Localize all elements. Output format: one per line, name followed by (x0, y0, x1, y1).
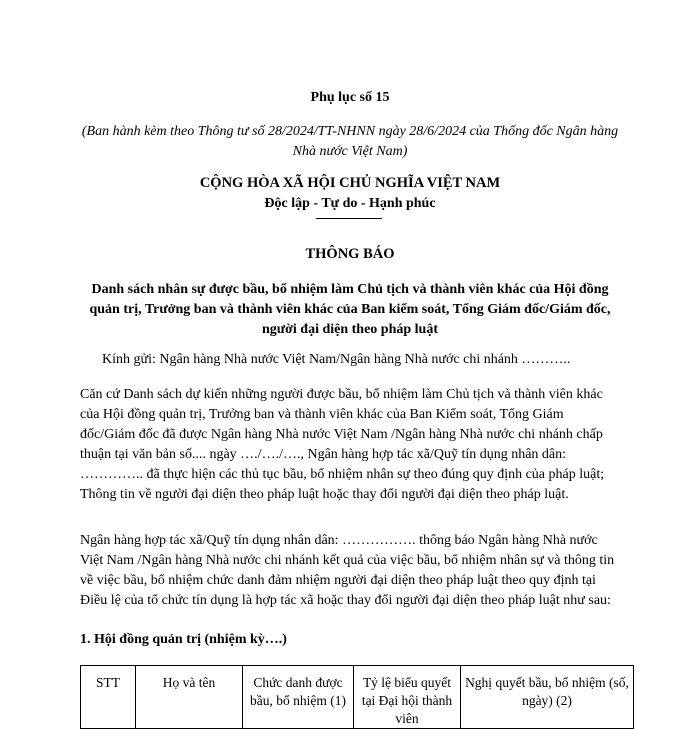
table-header-row (81, 666, 634, 729)
appendix-title: Phụ lục số 15 (310, 90, 390, 105)
section-heading: 1. Hội đồng quản trị (nhiệm kỳ….) (80, 632, 287, 647)
header-divider (316, 218, 382, 219)
table-header-name: Họ và tên (136, 666, 243, 729)
national-motto: Độc lập - Tự do - Hạnh phúc (264, 196, 436, 211)
table-header-stt: STT (81, 666, 136, 729)
notice-subject: Danh sách nhân sự được bầu, bổ nhiệm làm Chủ tịch và thành viên khác của Hội đồng quản trị, Trưởng ban và thành viên khác của Ban kiểm soát, Tổng Giám đốc/Giám đốc, người đại diện theo pháp luật (89, 282, 611, 337)
basis-paragraph: Căn cứ Danh sách dự kiến những người được bầu, bổ nhiệm làm Chủ tịch và thành viên khác của Hội đồng quản trị, Trưởng ban và thành viên khác của Ban Kiểm soát, Tổng Giám đốc/Giám đốc đã được Ngân hàng Nhà nước Việt Nam /Ngân hàng Nhà nước chi nhánh chấp thuận tại văn bản số.... ngày …./…./…., Ngân hàng hợp tác xã/Quỹ tín dụng nhân dân: ………….. đã thực hiện các thủ tục bầu, bổ nhiệm nhân sự theo đúng quy định của pháp luật; Thông tin về người đại diện theo pháp luật hoặc thay đổi người đại diện theo pháp luật. (80, 387, 605, 502)
report-paragraph: Ngân hàng hợp tác xã/Quỹ tín dụng nhân dân: ……………. thông báo Ngân hàng Nhà nước Việt Nam /Ngân hàng Nhà nước chi nhánh kết quả của việc bầu, bổ nhiệm nhân sự và thông tin về việc bầu, bổ nhiệm chức danh đảm nhiệm người đại diện theo pháp luật theo quy định tại Điều lệ của tổ chức tín dụng là hợp tác xã hoặc thay đổi người đại diện theo pháp luật như sau: (80, 533, 615, 608)
board-members-table (80, 665, 634, 729)
table-header-position: Chức danh được bầu, bổ nhiệm (1) (243, 666, 354, 729)
table-header-vote-ratio: Tỷ lệ biểu quyết tại Đại hội thành viên (354, 666, 461, 729)
nation-name: CỘNG HÒA XÃ HỘI CHỦ NGHĨA VIỆT NAM (199, 175, 501, 191)
issuance-note: (Ban hành kèm theo Thông tư số 28/2024/TT-NHNN ngày 28/6/2024 của Thống đốc Ngân hàng Nhà nước Việt Nam) (81, 124, 619, 159)
notice-title: THÔNG BÁO (305, 246, 395, 262)
table-header-resolution: Nghị quyết bầu, bổ nhiệm (số, ngày) (2) (461, 666, 634, 729)
recipient-line: Kính gửi: Ngân hàng Nhà nước Việt Nam/Ngân hàng Nhà nước chi nhánh ……….. (102, 352, 571, 367)
